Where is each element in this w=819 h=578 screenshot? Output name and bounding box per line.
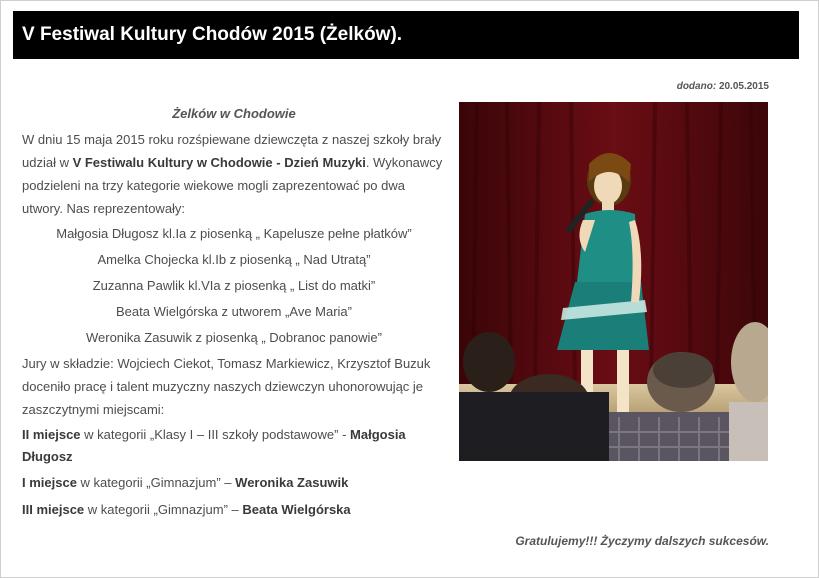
- result-line: [22, 424, 446, 468]
- result-line: [22, 472, 446, 494]
- festival-name: V Festiwalu Kultury w Chodowie - Dzień Muzyki: [72, 155, 366, 170]
- added-date: [677, 81, 769, 92]
- performer-line: Amelka Chojecka kl.Ib z piosenką „ Nad Utratą”: [97, 252, 371, 267]
- article-subtitle: Żelków w Chodowie: [172, 106, 296, 121]
- performer-line: Weronika Zasuwik z piosenką „ Dobranoc panowie”: [85, 330, 382, 345]
- closing-line: Gratulujemy!!! Życzymy dalszych sukcesów.: [515, 534, 769, 548]
- article-photo: [459, 102, 768, 461]
- added-date-value: 20.05.2015: [718, 81, 769, 92]
- result-category: w kategorii „Gimnazjum” –: [76, 475, 236, 490]
- jury-paragraph: Jury w składzie: Wojciech Ciekot, Tomasz Markiewicz, Krzysztof Buzuk doceniło pracę i talent muzyczny naszych dziewczyn uhonorowując je zaszczytnymi miejscami:: [22, 356, 431, 417]
- article-body: [22, 102, 446, 521]
- result-place: III miejsce: [22, 502, 85, 517]
- performer-line: Małgosia Długosz kl.Ia z piosenką „ Kapelusze pełne płatków”: [56, 226, 412, 241]
- page-title: V Festiwal Kultury Chodów 2015 (Żelków).: [13, 11, 799, 59]
- result-category: w kategorii „Gimnazjum” –: [84, 502, 243, 517]
- performer-line: Beata Wielgórska z utworem „Ave Maria”: [115, 304, 352, 319]
- intro-text-end: . Wykonawcy podzieleni na trzy kategorie wiekowe mogli zaprezentować po dwa utwory. Nas reprezentowały:: [22, 155, 443, 216]
- result-name: Beata Wielgórska: [242, 502, 351, 517]
- result-place: II miejsce: [22, 427, 81, 442]
- result-name: Weronika Zasuwik: [235, 475, 349, 490]
- result-line: [22, 499, 446, 521]
- intro-paragraph: [22, 128, 446, 220]
- result-name: Małgosia Długosz: [22, 427, 406, 464]
- intro-text: W dniu 15 maja 2015 roku rozśpiewane dziewczęta z naszej szkoły brały udział w: [22, 132, 442, 170]
- result-category: w kategorii „Klasy I – III szkoły podstawowe” -: [80, 427, 351, 442]
- singer-on-stage-image: [459, 102, 768, 461]
- result-place: I miejsce: [22, 475, 77, 490]
- added-label: dodano:: [676, 81, 717, 92]
- performer-line: Zuzanna Pawlik kl.VIa z piosenką „ List do matki”: [92, 278, 376, 293]
